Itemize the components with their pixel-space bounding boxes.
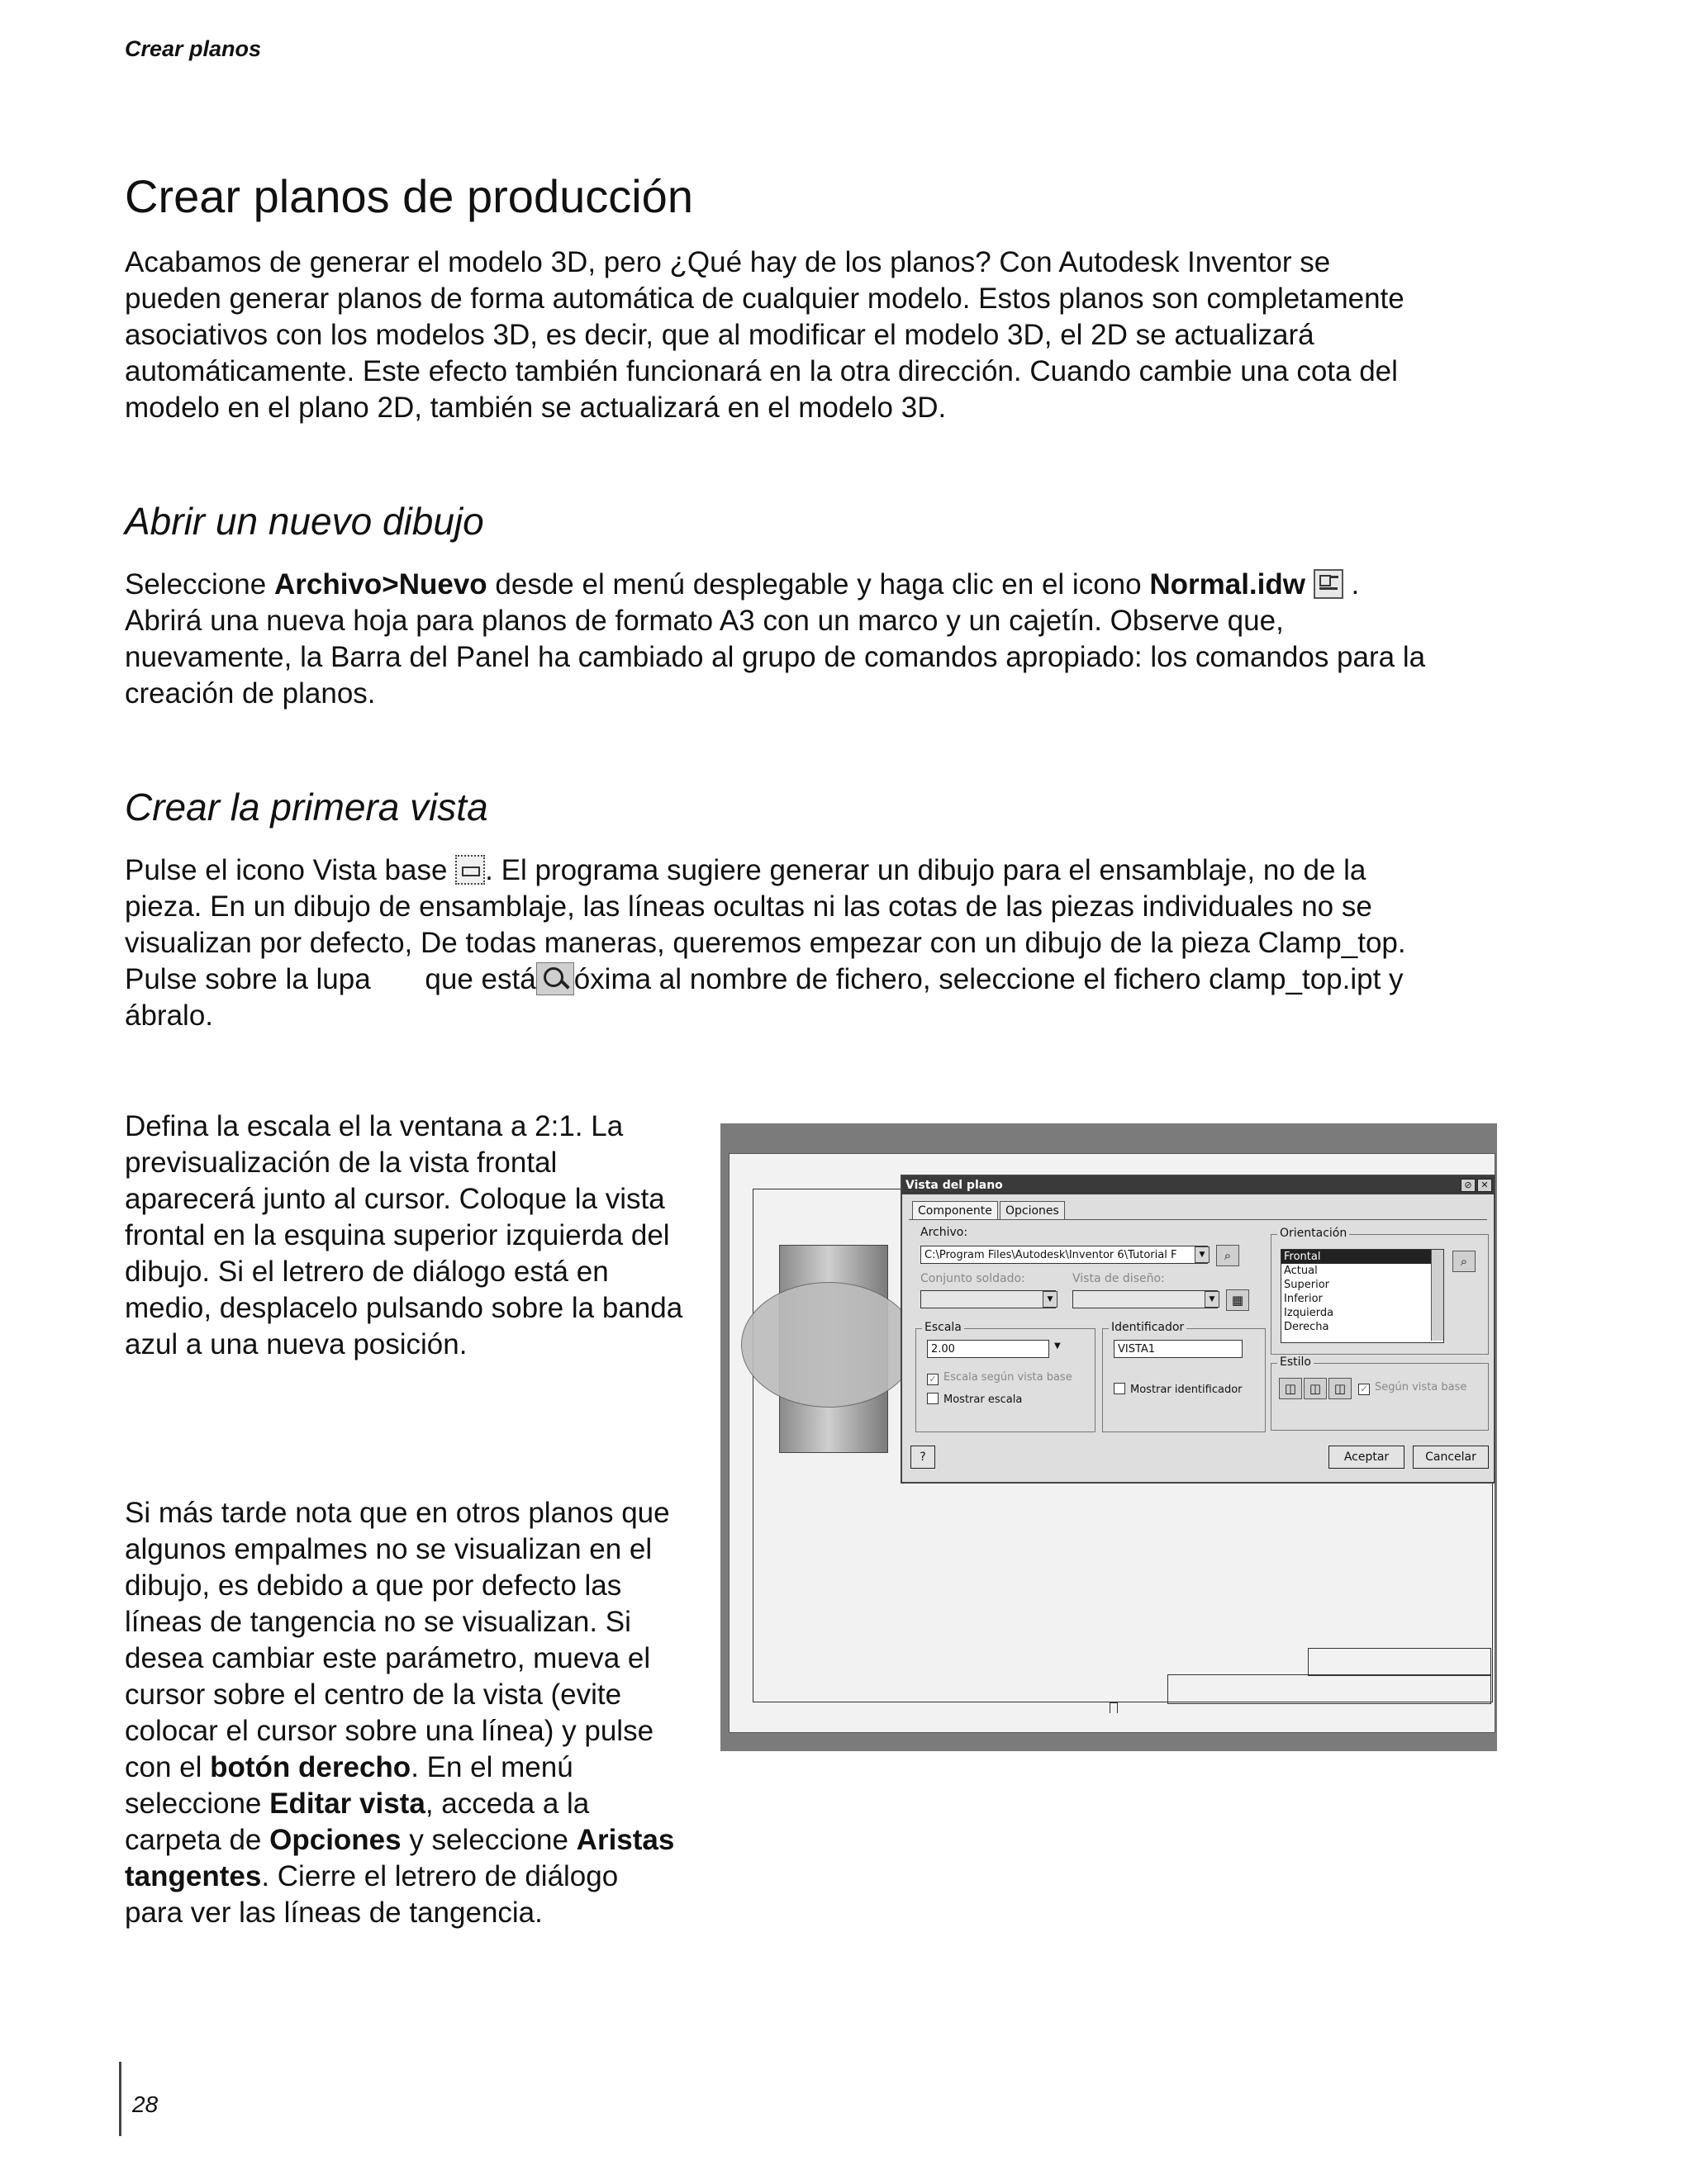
text-run: . El programa sugiere generar un dibujo para el ensamblaje, no de la	[485, 854, 1366, 886]
hidden-line-style-icon[interactable]: ◫	[1279, 1378, 1302, 1399]
pin-button[interactable]: ⊘	[1461, 1179, 1476, 1192]
normal-idw-icon	[1314, 569, 1343, 599]
text-run-bold: Normal.idw	[1149, 568, 1305, 601]
vista-base-icon	[455, 855, 485, 885]
shaded-style-icon[interactable]: ◫	[1328, 1378, 1352, 1399]
intro-line: pueden generar planos de forma automática de cualquier modelo. Estos planos son completamente	[125, 282, 1404, 315]
tangencia-line: desea cambiar este parámetro, mueva el	[125, 1642, 651, 1674]
estilo-label: Estilo	[1277, 1356, 1314, 1369]
text-run: desde el menú desplegable y haga clic en el icono	[487, 568, 1150, 601]
vista-del-plano-dialog	[901, 1175, 1495, 1484]
running-header: Crear planos	[125, 36, 262, 61]
text-run: Pulse sobre la lupa	[125, 963, 379, 995]
mostrar-escala-label: Mostrar escala	[943, 1393, 1023, 1406]
title-block-upper	[1308, 1648, 1491, 1676]
segun-vista-base-row[interactable]	[1358, 1381, 1466, 1395]
vista-paragraph	[125, 852, 1529, 1034]
tab-divider	[909, 1219, 1487, 1220]
escala-line: frontal en la esquina superior izquierda del	[125, 1219, 670, 1251]
identificador-field[interactable]: VISTA1	[1114, 1340, 1243, 1358]
tab-opciones[interactable]: Opciones	[1000, 1201, 1065, 1220]
intro-line: asociativos con los modelos 3D, es decir, que al modificar el modelo 3D, el 2D se actualizará	[125, 319, 1314, 351]
title-block	[1167, 1674, 1491, 1704]
text-run: Pulse el icono Vista base	[125, 854, 456, 886]
orientacion-scrollbar[interactable]	[1431, 1250, 1443, 1341]
text-run-bold: Aristas	[576, 1824, 675, 1856]
vista-line	[125, 961, 1529, 998]
vista-line: pieza. En un dibujo de ensamblaje, las líneas ocultas ni las cotas de las piezas individuales no se	[125, 890, 1372, 923]
escala-checkbox[interactable]	[927, 1374, 939, 1385]
tangencia-line: líneas de tangencia no se visualizan. Si	[125, 1606, 631, 1638]
text-run-bold: Opciones	[269, 1824, 402, 1856]
vista-diseno-icon[interactable]: ▦	[1226, 1289, 1249, 1311]
escala-line: Defina la escala el la ventana a 2:1. La	[125, 1110, 624, 1142]
screenshot-figure	[720, 1123, 1497, 1751]
text-run: con el	[125, 1751, 211, 1783]
escala-line: aparecerá junto al cursor. Coloque la vista	[125, 1183, 665, 1215]
orientacion-label: Orientación	[1277, 1227, 1349, 1240]
magnifier-icon	[536, 962, 574, 995]
center-mark	[1110, 1702, 1118, 1713]
mostrar-identificador-checkbox[interactable]	[1114, 1383, 1125, 1394]
text-run-bold: botón derecho	[210, 1751, 411, 1783]
text-run-bold: Archivo>Nuevo	[273, 568, 487, 601]
archivo-dropdown[interactable]: ▼	[1195, 1246, 1210, 1263]
escala-line: previsualización de la vista frontal	[125, 1147, 558, 1179]
orientacion-item-inferior[interactable]: Inferior	[1284, 1293, 1323, 1305]
mostrar-escala-checkbox[interactable]	[927, 1393, 939, 1404]
abrir-line: nuevamente, la Barra del Panel ha cambiado al grupo de comandos apropiado: los comandos para la	[125, 641, 1426, 673]
conjunto-field[interactable]	[920, 1290, 1056, 1308]
cancelar-button[interactable]: Cancelar	[1413, 1446, 1489, 1469]
conjunto-label: Conjunto soldado:	[920, 1272, 1025, 1285]
vista-line: visualizan por defecto, De todas maneras, queremos empezar con un dibujo de la pieza Clamp_top.	[125, 927, 1406, 959]
abrir-line: Abrirá una nueva hoja para planos de formato A3 con un marco y un cajetín. Observe que,	[125, 605, 1284, 637]
mostrar-identificador-row[interactable]	[1114, 1383, 1243, 1396]
page-number: 28	[132, 2091, 159, 2117]
abrir-line: creación de planos.	[125, 677, 376, 710]
vista-line: ábralo.	[125, 999, 214, 1032]
text-run: óxima al nombre de fichero, seleccione el fichero clamp_top.ipt y	[573, 963, 1404, 995]
tangencia-line	[125, 1750, 720, 1786]
escala-check-row[interactable]	[927, 1371, 1072, 1385]
tangencia-line: dibujo, es debido a que por defecto las	[125, 1569, 622, 1602]
tangencia-line	[125, 1822, 720, 1859]
text-run: . Cierre el letrero de diálogo	[261, 1860, 619, 1892]
dialog-titlebar[interactable]: Vista del plano	[902, 1176, 1494, 1194]
tangencia-line: Si más tarde nota que en otros planos que	[125, 1497, 670, 1529]
tangencia-line: para ver las líneas de tangencia.	[125, 1897, 543, 1929]
orientacion-item-actual[interactable]: Actual	[1284, 1265, 1318, 1277]
intro-line: automáticamente. Este efecto también funcionará en la otra dirección. Cuando cambie una cota del	[125, 355, 1398, 387]
section-heading-vista: Crear la primera vista	[125, 786, 488, 828]
tangencia-line: cursor sobre el centro de la vista (evite	[125, 1678, 622, 1711]
close-button[interactable]: ✕	[1477, 1179, 1492, 1192]
view-preview-ellipse	[741, 1282, 916, 1408]
conjunto-dropdown[interactable]: ▼	[1043, 1291, 1058, 1308]
segun-vista-base-checkbox[interactable]	[1358, 1384, 1370, 1395]
orientacion-item-superior[interactable]: Superior	[1284, 1279, 1329, 1291]
text-run-bold: tangentes	[125, 1860, 262, 1892]
archivo-label: Archivo:	[920, 1226, 968, 1239]
escala-line: medio, desplacelo pulsando sobre la banda	[125, 1292, 683, 1324]
intro-line: Acabamos de generar el modelo 3D, pero ¿Qué hay de los planos? Con Autodesk Inventor se	[125, 246, 1331, 278]
text-run-bold: Editar vista	[269, 1788, 425, 1820]
tangencia-line: algunos empalmes no se visualizan en el	[125, 1533, 653, 1565]
escala-line: azul a una nueva posición.	[125, 1328, 468, 1360]
escala-line: dibujo. Si el letrero de diálogo está en	[125, 1256, 609, 1288]
escala-check-label: Escala según vista base	[943, 1371, 1072, 1384]
section-heading-abrir: Abrir un nuevo dibujo	[125, 500, 484, 543]
escala-label: Escala	[922, 1321, 964, 1334]
tangencia-line	[125, 1786, 720, 1822]
help-button[interactable]: ?	[910, 1446, 935, 1469]
page-title: Crear planos de producción	[125, 170, 693, 222]
escala-field[interactable]: 2.00	[927, 1340, 1049, 1358]
hidden-removed-style-icon[interactable]: ◫	[1304, 1378, 1327, 1399]
intro-paragraph	[125, 245, 1529, 426]
tangencia-line	[125, 1859, 720, 1895]
mostrar-identificador-label: Mostrar identificador	[1130, 1384, 1243, 1396]
vista-diseno-label: Vista de diseño:	[1072, 1272, 1165, 1285]
segun-vista-base-label: Según vista base	[1375, 1381, 1467, 1393]
text-run: carpeta de	[125, 1824, 270, 1856]
escala-dropdown[interactable]: ▼	[1054, 1341, 1061, 1351]
text-run: y seleccione	[401, 1824, 577, 1856]
vista-diseno-field[interactable]	[1072, 1290, 1218, 1308]
orientacion-item-derecha[interactable]: Derecha	[1284, 1321, 1329, 1333]
abrir-paragraph	[125, 567, 1529, 712]
aceptar-button[interactable]: Aceptar	[1328, 1446, 1404, 1469]
custom-view-icon[interactable]: ⌕	[1452, 1251, 1476, 1272]
orientacion-item-frontal[interactable]: Frontal	[1281, 1250, 1443, 1264]
text-run: que está	[425, 963, 536, 995]
orientacion-list[interactable]	[1281, 1249, 1444, 1343]
escala-paragraph	[125, 1109, 720, 1363]
tab-componente[interactable]: Componente	[912, 1201, 998, 1220]
archivo-field[interactable]: C:\Program Files\Autodesk\Inventor 6\Tutorial F	[920, 1246, 1208, 1264]
orientacion-item-izquierda[interactable]: Izquierda	[1284, 1307, 1334, 1319]
abrir-line	[125, 567, 1529, 603]
text-run: .	[1351, 568, 1360, 601]
vista-diseno-dropdown[interactable]: ▼	[1205, 1291, 1219, 1308]
tangencia-paragraph	[125, 1495, 720, 1931]
text-run: Seleccione	[125, 568, 274, 601]
mostrar-escala-row[interactable]	[927, 1393, 1022, 1406]
browse-file-icon[interactable]: ⌕	[1216, 1245, 1239, 1266]
identificador-label: Identificador	[1109, 1321, 1186, 1334]
text-run: . En el menú	[411, 1751, 573, 1783]
text-run: , acceda a la	[425, 1788, 590, 1820]
intro-line: modelo en el plano 2D, también se actualizará en el modelo 3D.	[125, 392, 947, 424]
tangencia-line: colocar el cursor sobre una línea) y pulse	[125, 1715, 654, 1747]
footer-rule	[119, 2062, 121, 2136]
vista-line	[125, 852, 1529, 889]
text-run: seleccione	[125, 1788, 270, 1820]
